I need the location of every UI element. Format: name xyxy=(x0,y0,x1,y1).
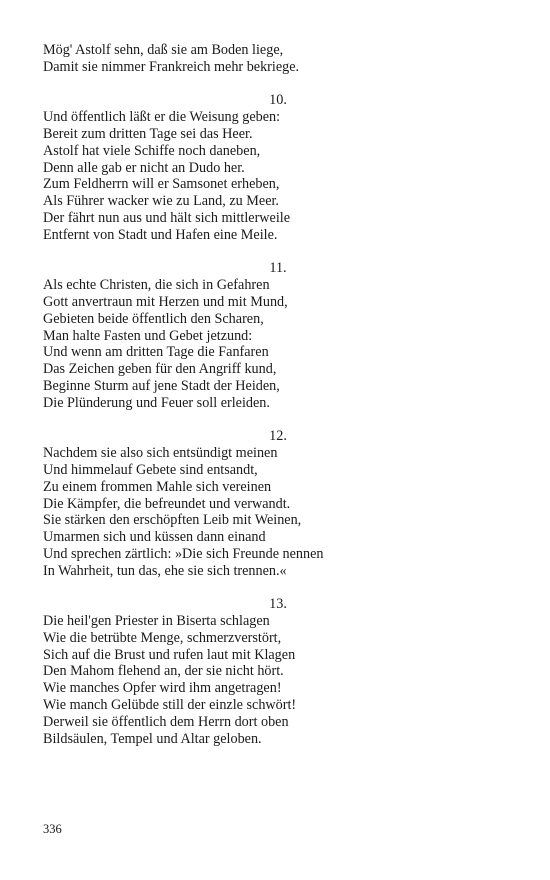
stanza-11 xyxy=(43,260,483,411)
verse-line: Und himmelauf Gebete sind entsandt, xyxy=(43,461,258,478)
stanza-gap xyxy=(43,76,483,93)
verse-line: Als Führer wacker wie zu Land, zu Meer. xyxy=(43,193,279,210)
verse-line: Zu einem frommen Mahle sich vereinen xyxy=(43,478,272,495)
stanza-13 xyxy=(43,596,483,747)
verse-line: Entfernt von Stadt und Hafen eine Meile. xyxy=(43,226,278,243)
verse-line: Derweil sie öffentlich dem Herrn dort oben xyxy=(43,713,289,730)
verse-line: Den Mahom flehend an, der sie nicht hört. xyxy=(43,663,284,680)
verse-line: Beginne Sturm auf jene Stadt der Heiden, xyxy=(43,377,280,394)
verse-line: Die heil'gen Priester in Biserta schlagen xyxy=(43,613,270,630)
stanza-gap xyxy=(43,580,483,597)
verse-line: Wie die betrübte Menge, schmerzverstört, xyxy=(43,629,282,646)
verse-line: Zum Feldherrn will er Samsonet erheben, xyxy=(43,176,280,193)
verse-line: Die Plünderung und Feuer soll erleiden. xyxy=(43,394,270,411)
verse-line: In Wahrheit, tun das, ehe sie sich trennen.« xyxy=(43,562,287,579)
verse-line: Nachdem sie also sich entsündigt meinen xyxy=(43,445,278,462)
stanza-number: 12. xyxy=(269,428,287,445)
stanza-gap xyxy=(43,412,483,429)
verse-line: Mög' Astolf sehn, daß sie am Boden liege, xyxy=(43,42,284,58)
intro-lines xyxy=(43,42,483,76)
verse-line: Bildsäulen, Tempel und Altar geloben. xyxy=(43,730,262,747)
verse-line: Damit sie nimmer Frankreich mehr bekriege. xyxy=(43,58,300,75)
verse-line: Gott anvertraun mit Herzen und mit Mund, xyxy=(43,293,288,310)
page-number: 336 xyxy=(43,822,62,836)
verse-line: Sich auf die Brust und rufen laut mit Klagen xyxy=(43,646,296,663)
verse-line: Und öffentlich läßt er die Weisung geben: xyxy=(43,109,281,126)
stanza-number: 13. xyxy=(269,596,287,613)
verse-line: Und wenn am dritten Tage die Fanfaren xyxy=(43,344,269,361)
verse-line: Bereit zum dritten Tage sei das Heer. xyxy=(43,125,253,142)
stanza-number: 11. xyxy=(269,260,287,277)
verse-line: Wie manch Gelübde still der einzle schwört! xyxy=(43,697,297,714)
verse-line: Die Kämpfer, die befreundet und verwandt. xyxy=(43,495,291,512)
verse-line: Sie stärken den erschöpften Leib mit Weinen, xyxy=(43,512,302,529)
verse-line: Umarmen sich und küssen dann einand xyxy=(43,529,266,546)
verse-line: Astolf hat viele Schiffe noch daneben, xyxy=(43,142,261,159)
verse-line: Der fährt nun aus und hält sich mittlerweile xyxy=(43,209,291,226)
verse-line: Denn alle gab er nicht an Dudo her. xyxy=(43,159,245,176)
verse-line: Als echte Christen, die sich in Gefahren xyxy=(43,277,270,294)
verse-line: Das Zeichen geben für den Angriff kund, xyxy=(43,361,277,378)
poem-page xyxy=(43,42,483,747)
stanza-10 xyxy=(43,92,483,243)
verse-line: Wie manches Opfer wird ihm angetragen! xyxy=(43,680,282,697)
stanza-12 xyxy=(43,428,483,579)
verse-line: Gebieten beide öffentlich den Scharen, xyxy=(43,310,264,327)
stanza-number: 10. xyxy=(269,92,287,109)
verse-line: Und sprechen zärtlich: »Die sich Freunde nennen xyxy=(43,545,324,562)
stanza-gap xyxy=(43,244,483,261)
verse-line: Man halte Fasten und Gebet jetzund: xyxy=(43,327,253,344)
